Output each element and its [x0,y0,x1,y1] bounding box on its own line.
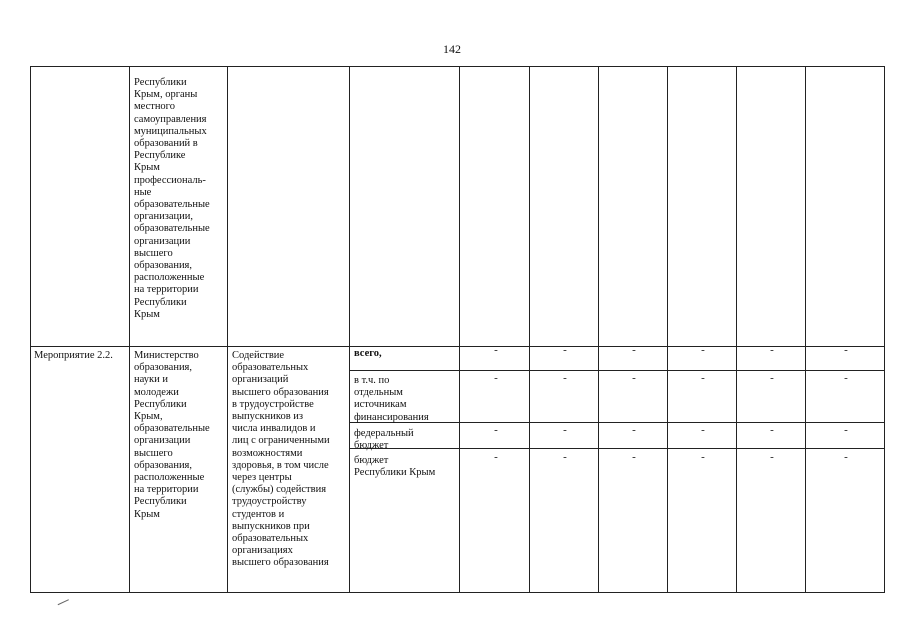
funding-value: - [563,372,567,384]
funding-value: - [701,424,705,436]
funding-value: - [770,344,774,356]
funding-value: - [701,344,705,356]
funding-value: - [770,372,774,384]
column-divider [349,66,350,593]
column-divider [598,66,599,593]
funding-value: - [632,424,636,436]
funding-label-sources: в т.ч. по отдельным источникам финансирования [354,375,429,423]
funding-label-federal: федеральный бюджет [354,428,414,452]
program-table [30,66,885,593]
column-divider [129,66,130,593]
column-divider [805,66,806,593]
continuation-executor-cell: Республики Крым, органы местного самоуправления муниципальных образований в Республике Крым профессиональ- ные образовательные организации, образовательные организации высшего образования, расположенные на территории Республики Крым [134,77,210,320]
activity-description-cell: Содействие образовательных организаций высшего образования в трудоустройстве выпускников из числа инвалидов и лиц с ограниченными возможностями здоровья, в том числе через центры (службы) содействия трудоустройству студентов и выпускников при образовательных организациях высшего образования [232,350,330,569]
funding-label-total: всего, [354,348,382,359]
funding-value: - [701,451,705,463]
funding-value: - [494,344,498,356]
funding-value: - [632,344,636,356]
table-border-left [30,66,31,593]
funding-value: - [844,451,848,463]
column-divider [667,66,668,593]
column-divider [529,66,530,593]
funding-value: - [494,451,498,463]
funding-value: - [770,424,774,436]
row-divider [349,448,885,449]
page-number: 142 [443,42,461,56]
column-divider [227,66,228,593]
funding-label-crimea: бюджет Республики Крым [354,455,436,479]
funding-value: - [563,344,567,356]
funding-value: - [563,424,567,436]
funding-value: - [770,451,774,463]
row-divider [349,422,885,423]
table-border-bottom [30,592,885,593]
row-divider [349,370,885,371]
funding-value: - [563,451,567,463]
row-divider [30,346,885,347]
activity-executor-cell: Министерство образования, науки и молодежи Республики Крым, образовательные организации высшего образования, расположенные на территории Республики Крым [134,350,210,520]
column-divider [736,66,737,593]
funding-value: - [632,451,636,463]
funding-value: - [844,344,848,356]
funding-value: - [494,424,498,436]
funding-value: - [844,372,848,384]
funding-value: - [494,372,498,384]
column-divider [459,66,460,593]
scan-artifact [55,594,69,605]
funding-value: - [701,372,705,384]
activity-name-cell: Мероприятие 2.2. [34,350,113,361]
funding-value: - [844,424,848,436]
funding-value: - [632,372,636,384]
table-border-right [884,66,885,593]
table-border-top [30,66,885,67]
